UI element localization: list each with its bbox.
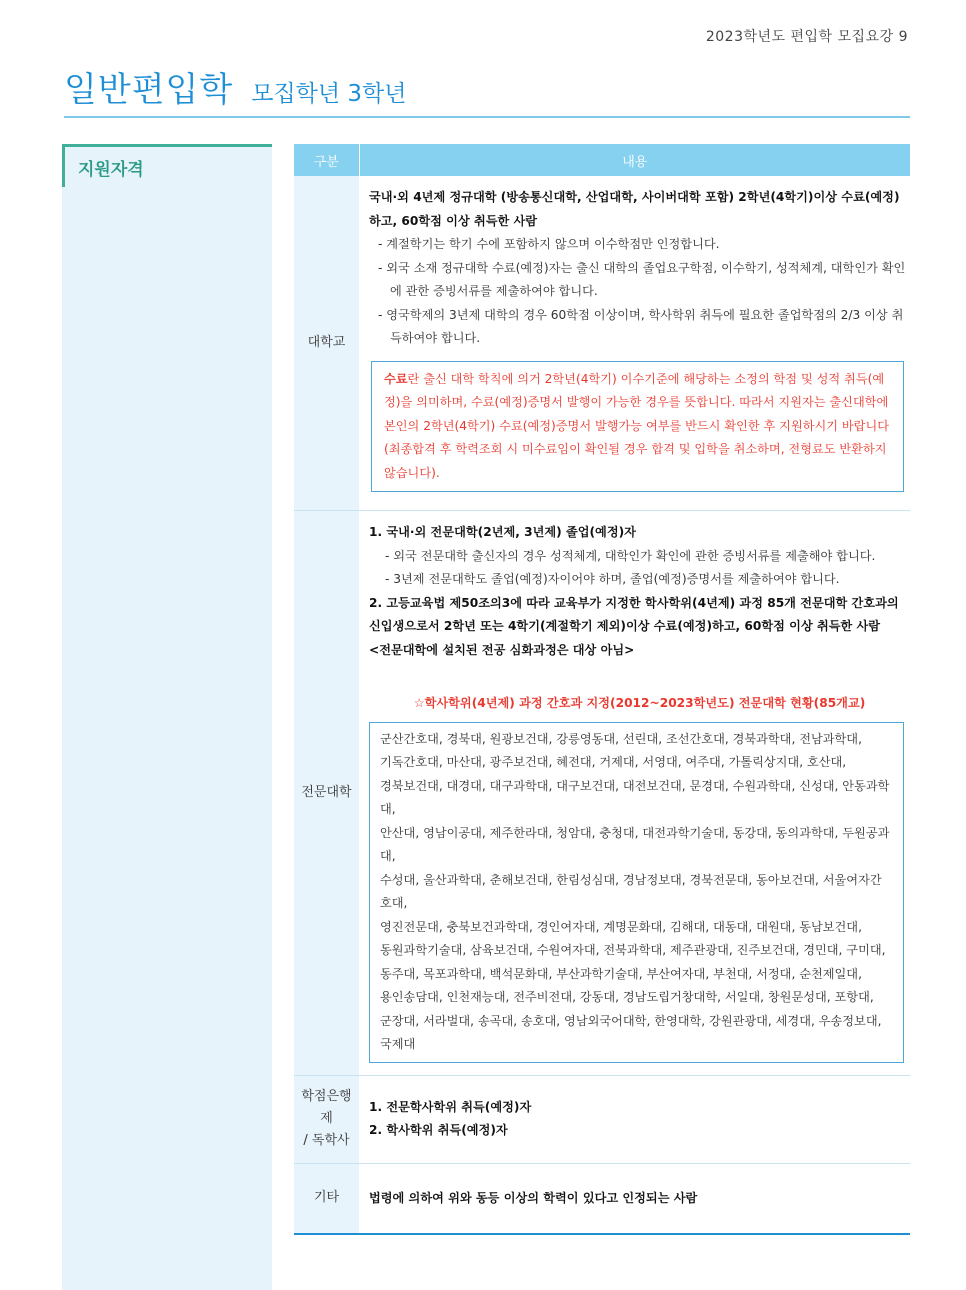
college-item-2: 2. 고등교육법 제50조의3에 따라 교육부가 지정한 학사학위(4년제) 과정 85개 전문대학 간호과의 신입생으로서 2학년 또는 4학기(계절학기 제외)이상 수료(예정)하고, 60학점 이상 취득한 사람 [369, 595, 899, 633]
page-header-label: 2023학년도 편입학 모집요강 9 [705, 29, 908, 45]
sidebar-section-label: 지원자격 [78, 160, 144, 180]
row-content [359, 1075, 910, 1163]
title-divider [64, 116, 910, 118]
row-category-line: 학점은행제 [301, 1089, 352, 1126]
row-content [359, 176, 910, 511]
table-row-college [294, 511, 910, 1076]
credit-item: 1. 전문학사학위 취득(예정)자 [369, 1099, 532, 1114]
row-content [359, 511, 910, 1076]
college-list-line: 안산대, 영남이공대, 제주한라대, 청암대, 충청대, 대전과학기술대, 동강대, 동의과학대, 두원공과대, [380, 825, 890, 863]
college-list-line: 동주대, 목포과학대, 백석문화대, 부산과학기술대, 부산여자대, 부천대, 서정대, 순천제일대, [380, 966, 862, 981]
college-list-line: 기독간호대, 마산대, 광주보건대, 혜전대, 거제대, 서영대, 여주대, 가톨릭상지대, 호산대, [380, 755, 847, 769]
row-content [359, 1163, 910, 1234]
header-category: 구분 [294, 144, 359, 176]
college-list-title: ☆학사학위(4년제) 과정 간호과 지정(2012~2023학년도) 전문대학 현황(85개교) [413, 696, 866, 710]
row-category: 기타 [294, 1163, 359, 1234]
row-category: 대학교 [294, 176, 359, 511]
college-list-line: 군장대, 서라벌대, 송곡대, 송호대, 영남외국어대학, 한영대학, 강원관광대, 세경대, 우송정보대, [380, 1013, 882, 1028]
other-text: 법령에 의하여 위와 동등 이상의 학력이 있다고 인정되는 사람 [369, 1190, 698, 1205]
sidebar-accent-bar [62, 147, 65, 187]
notice-text: 란 출신 대학 학칙에 의거 2학년(4학기) 이수기준에 해당하는 소정의 학점 및 성적 취득(예정)을 의미하며, 수료(예정)증명서 발행이 가능한 경우를 뜻합니다. 따라서 지원자는 출신대학에 본인의 2학년(4학기) 수료(예정)증명서 발행가능 여부를 반드시 확인한 후 지원하시기 바랍니다(최종합격 후 학력조회 시 미수료임이 확인될 경우 합격 및 입학을 취소하며, 전형료도 반환하지 않습니다). [384, 371, 889, 480]
university-bullet: - 계절학기는 학기 수에 포함하지 않으며 이수학점만 인정합니다. [378, 237, 720, 251]
table-row-credit-bank [294, 1075, 910, 1163]
row-category: 전문대학 [294, 511, 359, 1076]
requirements-table [294, 144, 910, 1235]
college-list-line: 군산간호대, 경북대, 원광보건대, 강릉영동대, 선린대, 조선간호대, 경북과학대, 전남과학대, [380, 731, 862, 746]
college-list-box [369, 722, 904, 1063]
college-list-line: 수성대, 울산과학대, 춘해보건대, 한림성심대, 경남정보대, 경북전문대, 동아보건대, 서울여자간호대, [380, 872, 882, 910]
college-list-line: 용인송담대, 인천재능대, 전주비전대, 강동대, 경남도립거창대학, 서일대, 창원문성대, 포항대, [380, 990, 874, 1004]
sidebar-panel [62, 144, 272, 1290]
page-title [64, 62, 407, 111]
table-row-university [294, 176, 910, 511]
notice-highlight: 수료 [384, 371, 408, 386]
college-list-line: 영진전문대, 충북보건과학대, 경인여자대, 계명문화대, 김해대, 대동대, 대원대, 동남보건대, [380, 919, 862, 934]
college-item-2-note: <전문대학에 설치된 전공 심화과정은 대상 아님> [369, 642, 635, 657]
college-list-line: 경북보건대, 대경대, 대구과학대, 대구보건대, 대전보건대, 문경대, 수원과학대, 신성대, 안동과학대, [380, 778, 890, 816]
college-item-1: 1. 국내·외 전문대학(2년제, 3년제) 졸업(예정)자 [369, 525, 636, 539]
college-list-line: 동원과학기술대, 삼육보건대, 수원여자대, 전북과학대, 제주관광대, 진주보건대, 경민대, 구미대, [380, 943, 886, 957]
university-bullet: - 외국 소재 정규대학 수료(예정)자는 출신 대학의 졸업요구학점, 이수학기, 성적체계, 대학인가 확인에 관한 증빙서류를 제출하여야 합니다. [378, 260, 906, 298]
table-row-other [294, 1163, 910, 1234]
college-list-line: 국제대 [380, 1037, 416, 1051]
university-bullet: - 영국학제의 3년제 대학의 경우 60학점 이상이며, 학사학위 취득에 필요한 졸업학점의 2/3 이상 취득하여야 합니다. [378, 307, 904, 345]
sidebar-top-rule [62, 144, 272, 147]
row-category [294, 1075, 359, 1163]
college-bullet: - 3년제 전문대학도 졸업(예정)자이어야 하며, 졸업(예정)증명서를 제출하여야 합니다. [385, 572, 840, 586]
page-title-main: 일반편입학 [64, 70, 234, 110]
header-content: 내용 [359, 144, 910, 176]
credit-item: 2. 학사학위 취득(예정)자 [369, 1123, 508, 1137]
page-title-sub: 모집학년 3학년 [251, 81, 407, 107]
row-category-line: / 독학사 [303, 1133, 350, 1148]
university-lead: 국내·외 4년제 정규대학 (방송통신대학, 산업대학, 사이버대학 포함) 2학년(4학기)이상 수료(예정)하고, 60학점 이상 취득한 사람 [369, 190, 900, 228]
college-bullet: - 외국 전문대학 출신자의 경우 성적체계, 대학인가 확인에 관한 증빙서류를 제출해야 합니다. [385, 548, 876, 563]
completion-notice-box [371, 361, 904, 493]
table-header-row [294, 144, 910, 176]
